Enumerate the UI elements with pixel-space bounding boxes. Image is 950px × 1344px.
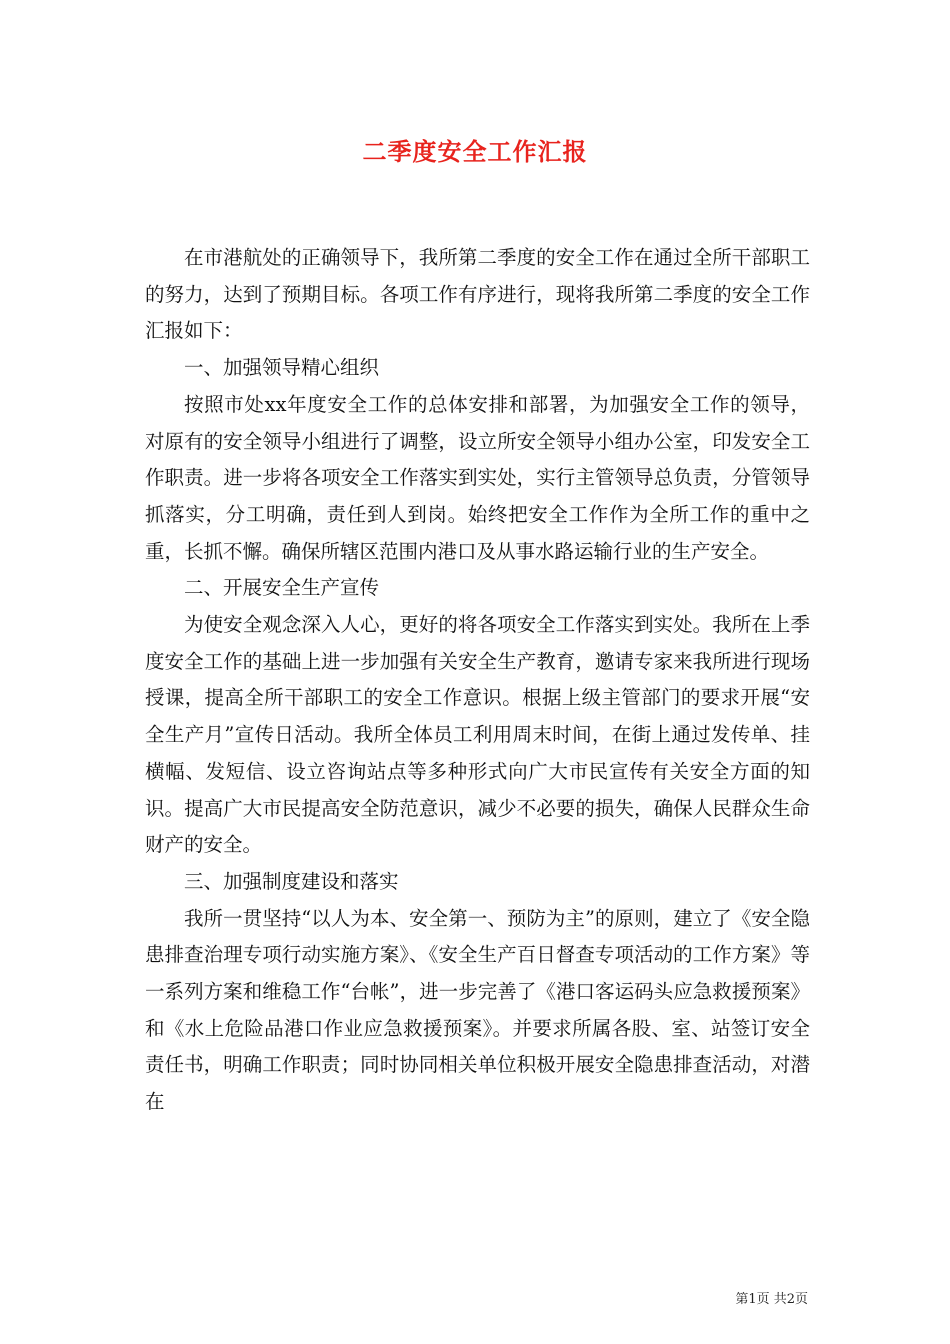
paragraph-intro: 在市港航处的正确领导下，我所第二季度的安全工作在通过全所干部职工的努力，达到了预期目标。各项工作有序进行，现将我所第二季度的安全工作汇报如下： bbox=[145, 246, 810, 343]
section-heading-1: 一、加强领导精心组织 bbox=[184, 356, 380, 380]
paragraph-section-1: 按照市处xx年度安全工作的总体安排和部署，为加强安全工作的领导，对原有的安全领导小组进行了调整，设立所安全领导小组办公室，印发安全工作职责。进一步将各项安全工作落实到实处，实行主管领导总负责，分管领导抓落实，分工明确，责任到人到岗。始终把安全工作作为全所工作的重中之重，长抓不懈。确保所辖区范围内港口及从事水路运输行业的生产安全。 bbox=[145, 392, 810, 563]
page-number-footer: 第1页 共2页 bbox=[735, 1292, 808, 1307]
paragraph-section-2: 为使安全观念深入人心，更好的将各项安全工作落实到实处。我所在上季度安全工作的基础上进一步加强有关安全生产教育，邀请专家来我所进行现场授课，提高全所干部职工的安全工作意识。根据上级主管部门的要求开展“安全生产月”宣传日活动。我所全体员工利用周末时间，在街上通过发传单、挂横幅、发短信、设立咨询站点等多种形式向广大市民宣传有关安全方面的知识。提高广大市民提高安全防范意识，减少不必要的损失，确保人民群众生命财产的安全。 bbox=[145, 613, 810, 857]
document-body bbox=[145, 240, 810, 1121]
section-heading-3: 三、加强制度建设和落实 bbox=[184, 869, 399, 893]
section-heading-2: 二、开展安全生产宣传 bbox=[184, 576, 380, 600]
document-title: 二季度安全工作汇报 bbox=[362, 137, 588, 166]
paragraph-section-3: 我所一贯坚持“以人为本、安全第一、预防为主”的原则，建立了《安全隐患排查治理专项行动实施方案》、《安全生产百日督查专项活动的工作方案》等一系列方案和维稳工作“台帐”，进一步完善了《港口客运码头应急救援预案》和《水上危险品港口作业应急救援预案》。并要求所属各股、室、站签订安全责任书，明确工作职责；同时协同相关单位积极开展安全隐患排查活动，对潜在 bbox=[145, 906, 810, 1114]
